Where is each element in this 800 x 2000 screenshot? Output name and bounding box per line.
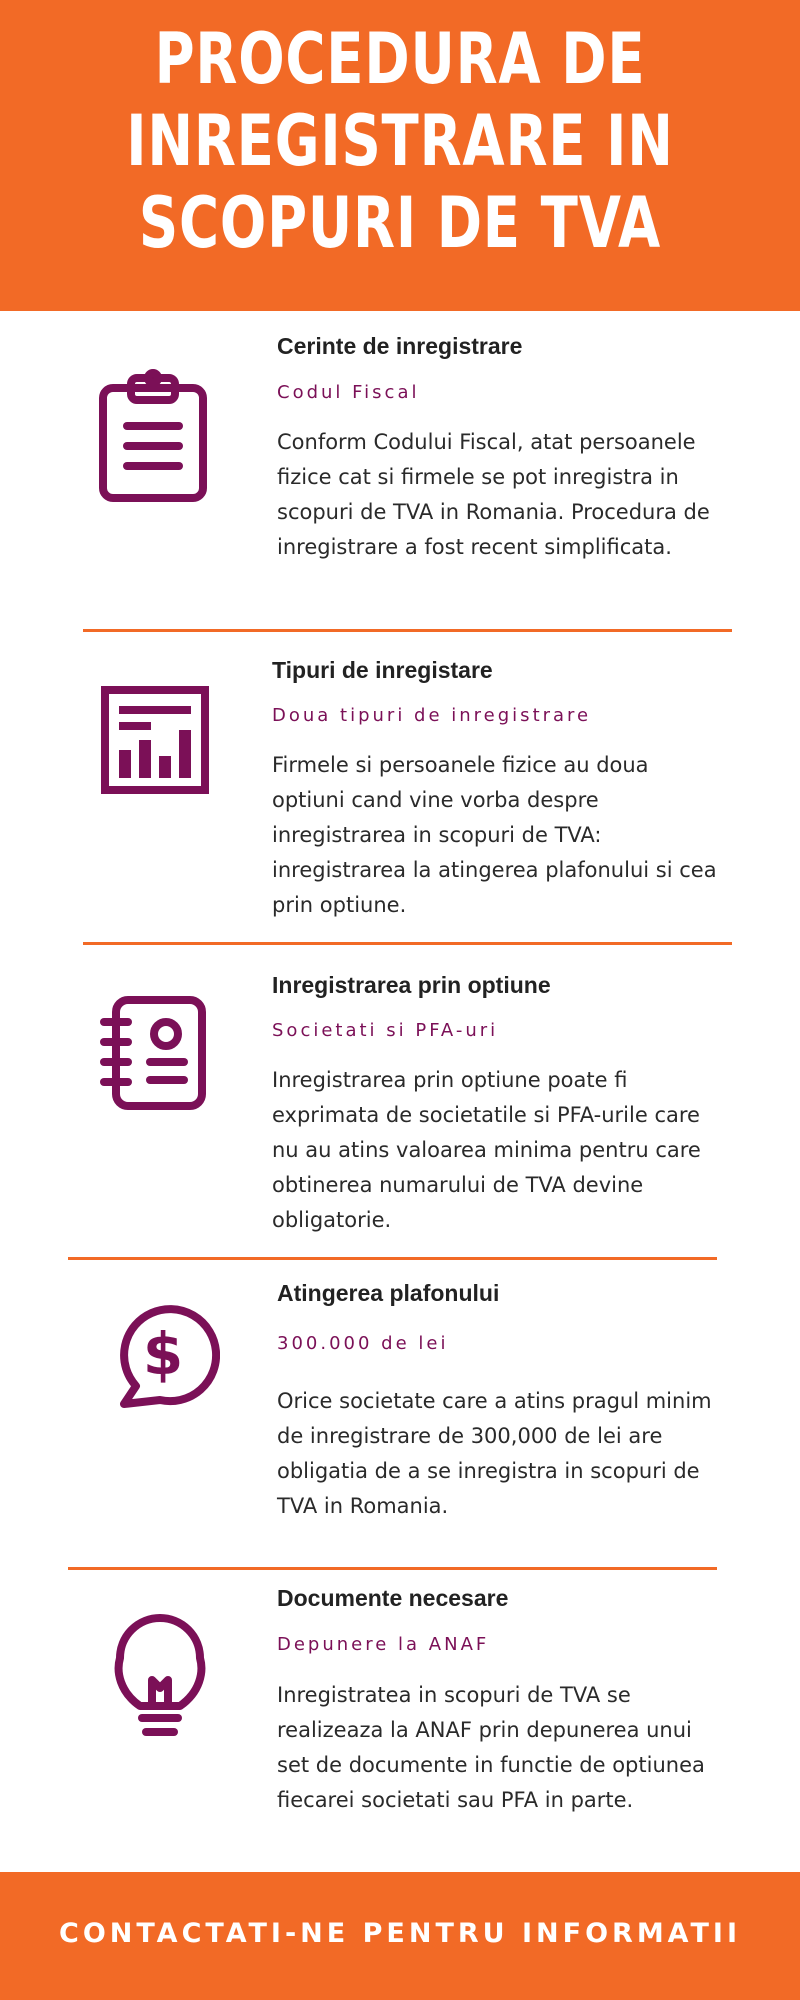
- title-line-3: SCOPURI DE TVA: [138, 182, 662, 264]
- section-title-2: Tipuri de inregistare: [272, 657, 493, 683]
- divider-2: [83, 942, 732, 945]
- section-body-2: Firmele si persoanele fizice au doua optiuni cand vine vorba despre inregistrarea in scopuri de TVA: inregistrarea la atingerea plafonului si cea prin optiune.: [272, 753, 717, 917]
- divider-4: [68, 1567, 717, 1570]
- clipboard-icon: [93, 366, 213, 506]
- section-body-5: Inregistratea in scopuri de TVA se realizeaza la ANAF prin depunerea unui set de documente in functie de optiunea fiecarei societati sau PFA in parte.: [277, 1683, 705, 1812]
- divider-3: [68, 1257, 717, 1260]
- section-title-5: Documente necesare: [277, 1585, 509, 1611]
- section-title-3: Inregistrarea prin optiune: [272, 972, 551, 998]
- section-subtitle-2: Doua tipuri de inregistrare: [272, 705, 592, 726]
- section-subtitle-1: Codul Fiscal: [277, 382, 420, 403]
- section-title-1: Cerinte de inregistrare: [277, 333, 523, 359]
- address-book-icon: [94, 982, 214, 1122]
- section-subtitle-3: Societati si PFA-uri: [272, 1020, 499, 1041]
- title-line-1: PROCEDURA DE: [154, 18, 646, 100]
- contact-cta: CONTACTATI-NE PENTRU INFORMATII: [59, 1918, 741, 1949]
- lightbulb-icon: [100, 1610, 220, 1750]
- divider-1: [83, 629, 732, 632]
- section-body-4: Orice societate care a atins pragul minim de inregistrare de 300,000 de lei are obligatia de a se inregistra in scopuri de TVA in Romania.: [277, 1389, 712, 1518]
- section-subtitle-4: 300.000 de lei: [277, 1333, 449, 1354]
- title-line-2: INREGISTRARE IN: [126, 100, 674, 182]
- section-body-1: Conform Codului Fiscal, atat persoanele fizice cat si firmele se pot inregistra in scopuri de TVA in Romania. Procedura de inregistrare a fost recent simplificata.: [277, 430, 710, 559]
- bar-chart-icon: [95, 670, 215, 810]
- header-banner: [0, 0, 800, 311]
- dollar-chat-icon: [100, 1288, 220, 1428]
- page-title: [88, 18, 712, 264]
- section-title-4: Atingerea plafonului: [277, 1280, 500, 1306]
- footer-banner: [0, 1872, 800, 2000]
- section-body-3: Inregistrarea prin optiune poate fi exprimata de societatile si PFA-urile care nu au atins valoarea minima pentru care obtinerea numarului de TVA devine obligatorie.: [272, 1068, 701, 1232]
- section-subtitle-5: Depunere la ANAF: [277, 1634, 490, 1655]
- svg-text:$: $: [142, 1320, 184, 1388]
